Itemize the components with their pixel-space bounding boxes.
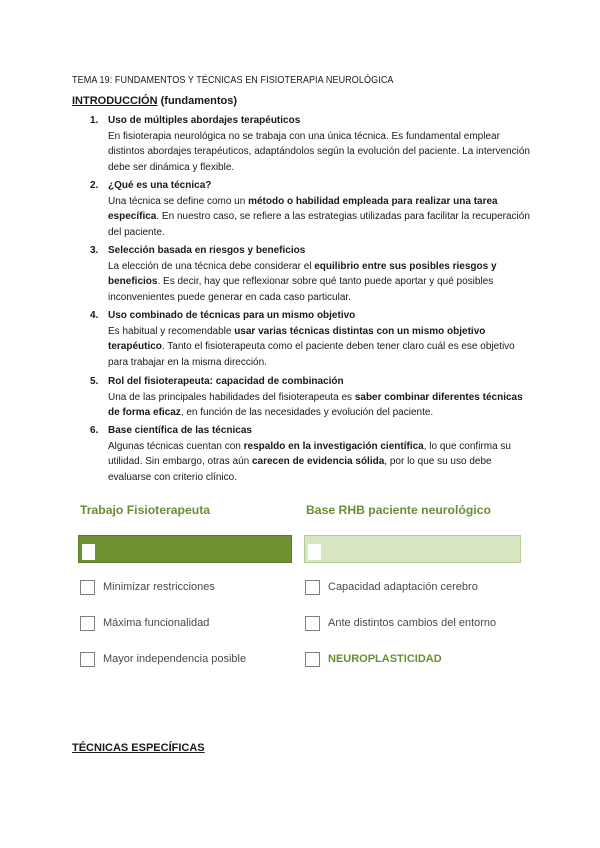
list-item-title: Base científica de las técnicas <box>108 425 252 436</box>
list-item-text: Es habitual y recomendable <box>108 325 235 337</box>
diagram-left-bar <box>78 535 292 563</box>
list-item <box>90 178 530 240</box>
diagram-right-bar <box>304 535 521 563</box>
checkbox-maxima[interactable] <box>80 616 95 631</box>
list-item-emphasis: carecen de evidencia sólida <box>251 456 385 468</box>
list-item-text: . Tanto el fisioterapeuta como el paciente deben tener claro cuál es ese objetivo para trabajar en la misma dirección. <box>108 341 515 368</box>
list-item-number: 3. <box>90 245 99 256</box>
list-item-number: 1. <box>90 115 99 126</box>
list-item <box>90 113 530 175</box>
checkbox-label: Capacidad adaptación cerebro <box>328 581 478 593</box>
introduction-heading-label: INTRODUCCIÓN <box>72 95 158 107</box>
list-item <box>90 423 530 485</box>
list-item <box>90 308 530 370</box>
diagram-right-title: Base RHB paciente neurológico <box>306 503 491 517</box>
list-item-text: Algunas técnicas cuentan con <box>108 440 244 452</box>
list-item-text: Una de las principales habilidades del fisioterapeuta es <box>108 391 355 403</box>
list-item-text: , por lo que su uso debe evaluarse con criterio clínico. <box>108 456 492 483</box>
list-item-title: Uso de múltiples abordajes terapéuticos <box>108 115 301 126</box>
checkbox-mayor[interactable] <box>80 652 95 667</box>
list-item-text: , lo que confirma su utilidad. Sin embargo, otras aún <box>108 440 511 468</box>
list-item <box>90 374 530 421</box>
list-item-text: La elección de una técnica debe considerar el <box>108 260 315 272</box>
list-item-text: . En nuestro caso, se refiere a las estrategias utilizadas para facilitar la recuperación del paciente. <box>108 211 530 238</box>
introduction-heading <box>72 95 237 107</box>
checkbox-minimizar[interactable] <box>80 580 95 595</box>
checkbox-label: Mayor independencia posible <box>103 653 247 665</box>
checkbox-label: Minimizar restricciones <box>103 581 215 593</box>
bar-notch <box>82 544 95 560</box>
list-item-number: 4. <box>90 310 99 321</box>
list-item-body <box>108 439 530 486</box>
checkbox-label: Ante distintos cambios del entorno <box>328 617 497 629</box>
list-item-number: 2. <box>90 180 99 191</box>
list-item-emphasis: usar varias técnicas distintas con un mismo objetivo terapéutico <box>108 325 486 353</box>
list-item-body <box>108 324 530 371</box>
specific-techniques-heading: TÉCNICAS ESPECÍFICAS <box>72 742 205 754</box>
list-item-text: , en función de las necesidades y evolución del paciente. <box>180 407 434 419</box>
list-item-number: 5. <box>90 376 99 387</box>
diagram-left-title: Trabajo Fisioterapeuta <box>80 503 211 517</box>
list-item-body <box>108 129 530 176</box>
list-item-emphasis: respaldo en la investigación científica <box>243 440 424 452</box>
introduction-heading-suffix: (fundamentos) <box>157 95 238 107</box>
list-item-title: Selección basada en riesgos y beneficios <box>108 245 306 256</box>
list-item-emphasis: saber combinar diferentes técnicas de forma eficaz <box>108 391 523 419</box>
list-item-body <box>108 390 530 421</box>
list-item <box>90 243 530 305</box>
corner-mark: . <box>522 78 524 85</box>
list-item-body <box>108 259 530 306</box>
list-item-number: 6. <box>90 425 99 436</box>
list-item-title: ¿Qué es una técnica? <box>108 180 212 191</box>
checkbox-cambios[interactable] <box>305 616 320 631</box>
checkbox-neuroplasticidad[interactable] <box>305 652 320 667</box>
list-item-text: En fisioterapia neurológica no se trabaja con una única técnica. Es fundamental emplear distintos abordajes terapéuticos, adaptándolos según la evolución del paciente. La intervención debe ser dinámica y flexible. <box>108 130 530 173</box>
list-item-text: . Es decir, hay que reflexionar sobre qué tanto puede aportar y qué posibles inconvenientes puede generar en cada caso particular. <box>108 276 494 303</box>
document-header-title: TEMA 19: FUNDAMENTOS Y TÉCNICAS EN FISIOTERAPIA NEUROLÓGICA <box>72 74 394 86</box>
list-item-text: Una técnica se define como un <box>108 195 249 207</box>
list-item-body <box>108 194 530 241</box>
list-item-title: Uso combinado de técnicas para un mismo objetivo <box>108 310 356 321</box>
checkbox-label: Máxima funcionalidad <box>103 617 210 629</box>
checkbox-capacidad[interactable] <box>305 580 320 595</box>
checkbox-label: NEUROPLASTICIDAD <box>328 653 442 665</box>
list-item-emphasis: equilibrio entre sus posibles riesgos y beneficios <box>108 260 497 288</box>
bar-notch <box>308 544 321 560</box>
list-item-emphasis: método o habilidad empleada para realizar una tarea específica <box>108 195 498 223</box>
list-item-title: Rol del fisioterapeuta: capacidad de combinación <box>108 376 344 387</box>
